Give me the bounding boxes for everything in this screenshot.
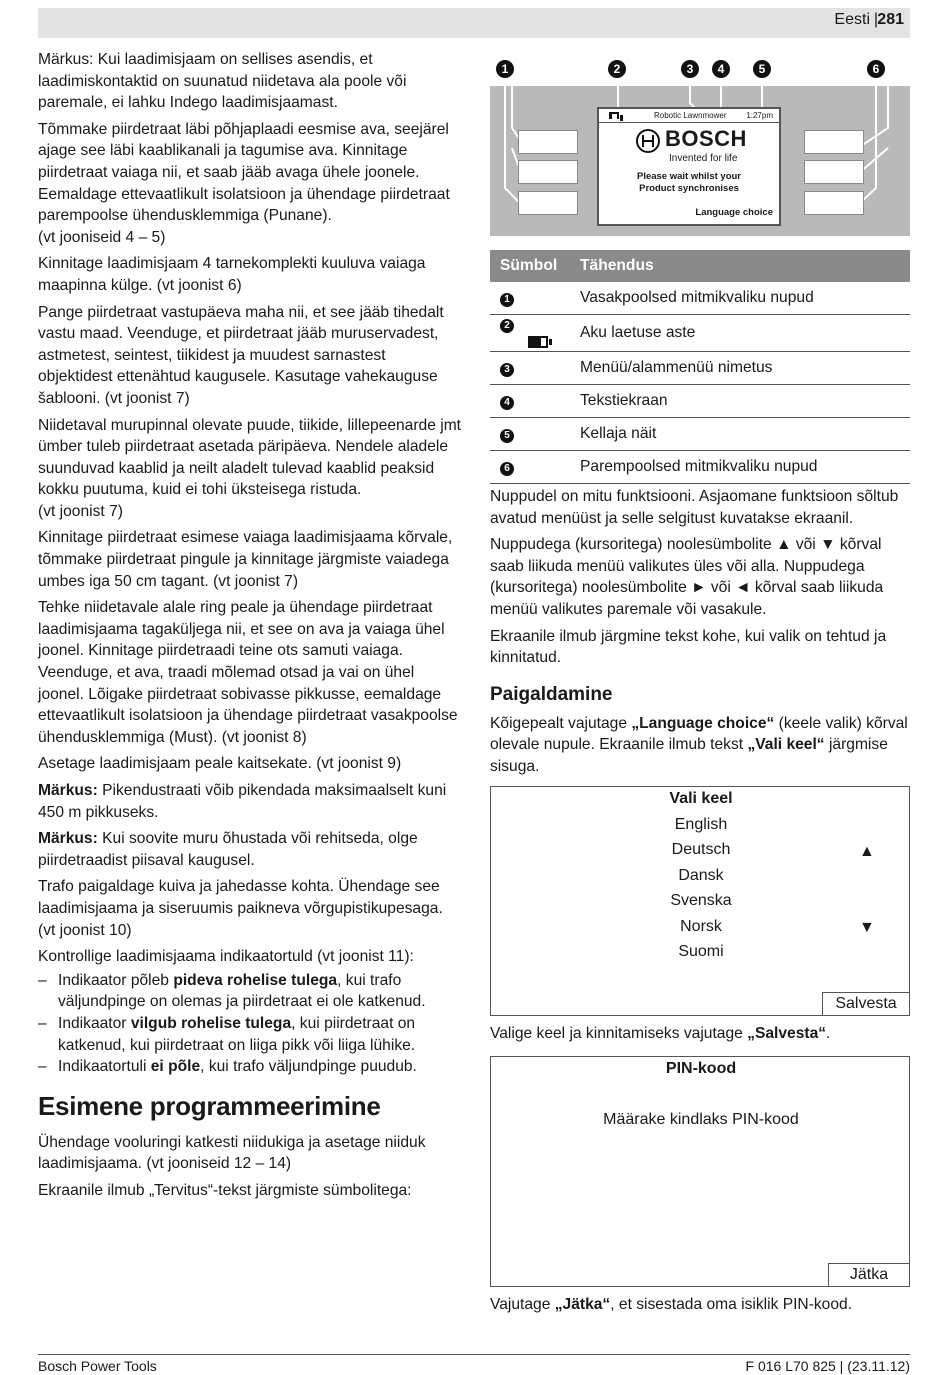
pin-code-screen [490, 1056, 910, 1287]
right-column [490, 486, 910, 783]
paragraph: Trafo paigaldage kuiva ja jahedasse kohta. Ühendage see laadimisjaama ja siseruumis paikneva võrgupistikupesaga. (vt joonist 10) [38, 878, 443, 939]
symbol-table [490, 250, 910, 484]
continue-button[interactable]: Jätka [828, 1263, 910, 1287]
table-row: 3 Menüü/alammenüü nimetus [490, 352, 910, 385]
brand-name: BOSCH [665, 126, 747, 151]
callout-bullet: 3 [500, 363, 514, 377]
arrow-up-icon: ▲ [776, 536, 792, 554]
header-bar [38, 8, 910, 38]
paragraph: Ühendage vooluringi katkesti niidukiga ja asetage niiduk laadimisjaama. (vt jooniseid 12 – 14) [38, 1133, 426, 1173]
list-item: – Indikaatortuli ei põle, kui trafo väljundpinge puudub. [38, 1058, 417, 1076]
table-header [490, 250, 910, 282]
text-screen [597, 107, 781, 226]
column-header-meaning: Tähendus [570, 250, 910, 282]
table-row: 5 Kellaja näit [490, 418, 910, 451]
paragraph: Kontrollige laadimisjaama indikaatortuld (vt joonist 11): [38, 948, 414, 966]
screen-message: Määrake kindlaks PIN-kood [603, 1111, 799, 1128]
screen-message-1: Please wait whilst your [636, 171, 741, 182]
paragraph: Ekraanile ilmub „Tervitus“-tekst järgmiste sümbolitega: [38, 1181, 412, 1199]
paragraph: Ekraanile ilmub järgmine tekst kohe, kui valik on tehtud ja kinnitatud. [490, 627, 887, 667]
paragraph: Tehke niidetavale alale ring peale ja ühendage piirdetraat laadimisjaama tagaküljega nii, et see on ava ja vaiaga ühel joonel. Kinnitage piirdetraadi teine ots samuti vaiaga. Veenduge, et ava, traadi mõlemad otsad ja vai on ühel joonel. Lõigake piirdetraat sobivasse pikkusse, eemaldage ettevaatlikult isolatsioon ja ühendage piirdetraat vasakpoolse ühendusklemmiga (Must). (vt joonist 8) [38, 599, 458, 746]
callout-bullet: 6 [500, 462, 514, 476]
bosch-logo-icon [635, 128, 661, 154]
paragraph: Niidetaval murupinnal olevate puude, tiikide, lillepeenarde jmt ümber tuleb piirdetraat asetada päripäeva. Nendele aladele suunduvad kaablid ja neilt aladelt tulevad kaablid peaksid kokku puutuma, kuid ei tohi üksteisega ristuda. (vt joonist 7) [38, 416, 462, 520]
screen-message-2: Product synchronises [639, 183, 739, 194]
left-column [38, 49, 462, 1207]
arrow-left-icon: ◄ [735, 579, 751, 597]
language-select-screen [490, 786, 910, 1016]
arrow-down-icon: ▼ [820, 536, 836, 554]
section-heading: Esimene programmeerimine [38, 1090, 381, 1121]
header-separator: | [873, 11, 878, 28]
save-button[interactable]: Salvesta [822, 992, 910, 1016]
callout-3: 3 [681, 60, 699, 78]
battery-icon [609, 112, 619, 119]
paragraph: Nuppudel on mitu funktsiooni. Asjaomane funktsioon sõltub avatud menüüst ja selle selgitust kuvatakse ekraanil. [490, 488, 899, 527]
right-button-3[interactable] [804, 191, 864, 215]
callout-1: 1 [496, 60, 514, 78]
callout-bullet: 1 [500, 293, 514, 307]
screen-top-bar [599, 109, 779, 123]
display-figure [490, 58, 910, 236]
left-button-1[interactable] [518, 130, 578, 154]
paragraph: Valige keel ja kinnitamiseks vajutage „Salvesta“. [490, 1025, 831, 1042]
arrow-right-icon: ► [691, 579, 707, 597]
callout-bullet: 5 [500, 429, 514, 443]
note: Märkus: Pikendustraati võib pikendada maksimaalselt kuni 450 m pikkuseks. [38, 782, 447, 821]
battery-icon [528, 336, 548, 348]
note: Märkus: Kui soovite muru õhustada või rehitseda, olge piirdetraadist piisaval kaugusel. [38, 830, 418, 869]
paragraph: Kinnitage laadimisjaam 4 tarnekomplekti kuuluva vaiaga maapinna külge. (vt joonist 6) [38, 255, 426, 294]
left-button-2[interactable] [518, 160, 578, 184]
screen-title: PIN-kood [665, 1060, 737, 1077]
paragraph: Kinnitage piirdetraat esimese vaiaga laadimisjaama kõrvale, tõmmake piirdetraat pingule ja kinnitage järgmiste vaiadega umbes iga 50 cm tagant. (vt joonist 7) [38, 529, 453, 590]
paragraph: Märkus: Kui laadimisjaam on sellises asendis, et laadimiskontaktid on suunatud niidetava ala poole või paremale, ei lahku Indego laadimisjaamast. [38, 51, 407, 112]
footer-rule [38, 1354, 910, 1355]
callout-bullet: 4 [500, 396, 514, 410]
arrow-up-icon[interactable]: ▲ [859, 843, 875, 860]
table-row: 1 Vasakpoolsed mitmikvaliku nupud [490, 282, 910, 315]
callout-5: 5 [753, 60, 771, 78]
footer-doc-id: F 016 L70 825 | (23.11.12) [745, 1358, 910, 1374]
page-number: 281 [877, 11, 904, 28]
section-heading: Paigaldamine [490, 683, 613, 705]
paragraph: Vajutage „Jätka“, et sisestada oma isiklik PIN-kood. [490, 1296, 853, 1313]
callout-4: 4 [712, 60, 730, 78]
footer-publisher: Bosch Power Tools [38, 1358, 157, 1374]
language-option[interactable]: Dansk [678, 867, 724, 884]
language-option[interactable]: Svenska [670, 892, 732, 909]
column-header-symbol: Sümbol [490, 250, 570, 282]
tagline: Invented for life [669, 153, 738, 164]
list-item: – Indikaator vilgub rohelise tulega, kui piirdetraat on katkenud, kui piirdetraat on liiga pikk või liiga lühike. [38, 1014, 416, 1054]
table-row: 2 Aku laetuse aste [490, 315, 910, 352]
arrow-down-icon[interactable]: ▼ [859, 919, 875, 936]
clock: 1:27pm [746, 111, 773, 120]
right-button-2[interactable] [804, 160, 864, 184]
language-option[interactable]: Deutsch [671, 841, 731, 858]
language-option[interactable]: English [674, 816, 728, 833]
list-item: – Indikaator põleb pideva rohelise tulega, kui trafo väljundpinge on olemas ja piirdetraat ei ole katkenud. [38, 971, 426, 1011]
screen-title: Vali keel [669, 790, 733, 807]
paragraph: Pange piirdetraat vastupäeva maha nii, et see jääb tihedalt vastu maad. Veenduge, et piirdetraat jääb muruservadest, astmetest, seintest, tiikidest ja muudest sarnastest objektidest ettenähtud kaugusele. Kasutage vahekauguse šablooni. (vt joonist 7) [38, 303, 444, 407]
language-option[interactable]: Suomi [678, 943, 724, 960]
paragraph: Kõigepealt vajutage „Language choice“ (keele valik) kõrval olevale nupule. Ekraanile ilmub tekst „Vali keel“ järgmise sisuga. [490, 714, 908, 775]
paragraph: Nuppudega (kursoritega) noolesümbolite ▲ või ▼ kõrval saab liikuda menüü valikutes üles või alla. Nuppudega (kursoritega) noolesümbolite ► või ◄ kõrval saab liikuda menüü valikutes paremale või vasakule. [490, 536, 884, 618]
callout-6: 6 [867, 60, 885, 78]
callout-bullet: 2 [500, 319, 514, 333]
table-row: 6 Parempoolsed mitmikvaliku nupud [490, 451, 910, 484]
left-button-3[interactable] [518, 191, 578, 215]
paragraph: Asetage laadimisjaam peale kaitsekate. (vt joonist 9) [38, 755, 402, 773]
menu-title: Robotic Lawnmower [654, 111, 727, 120]
language-option[interactable]: Norsk [680, 918, 722, 935]
header-language: Eesti [834, 11, 870, 28]
language-choice-label: Language choice [695, 207, 773, 218]
right-button-1[interactable] [804, 130, 864, 154]
paragraph: Tõmmake piirdetraat läbi põhjaplaadi eesmise ava, seejärel ajage see läbi kaablikanali ja tagumise ava. Kinnitage piirdetraat vaiaga nii, et saab jääb avaga ühele joonele. Eemaldage ettevaatlikult isolatsioon ja ühendage piirdetraat parempoolse ühendusklemmiga (Punane). (vt jooniseid 4 – 5) [38, 120, 450, 246]
table-row: 4 Tekstiekraan [490, 385, 910, 418]
callout-2: 2 [608, 60, 626, 78]
